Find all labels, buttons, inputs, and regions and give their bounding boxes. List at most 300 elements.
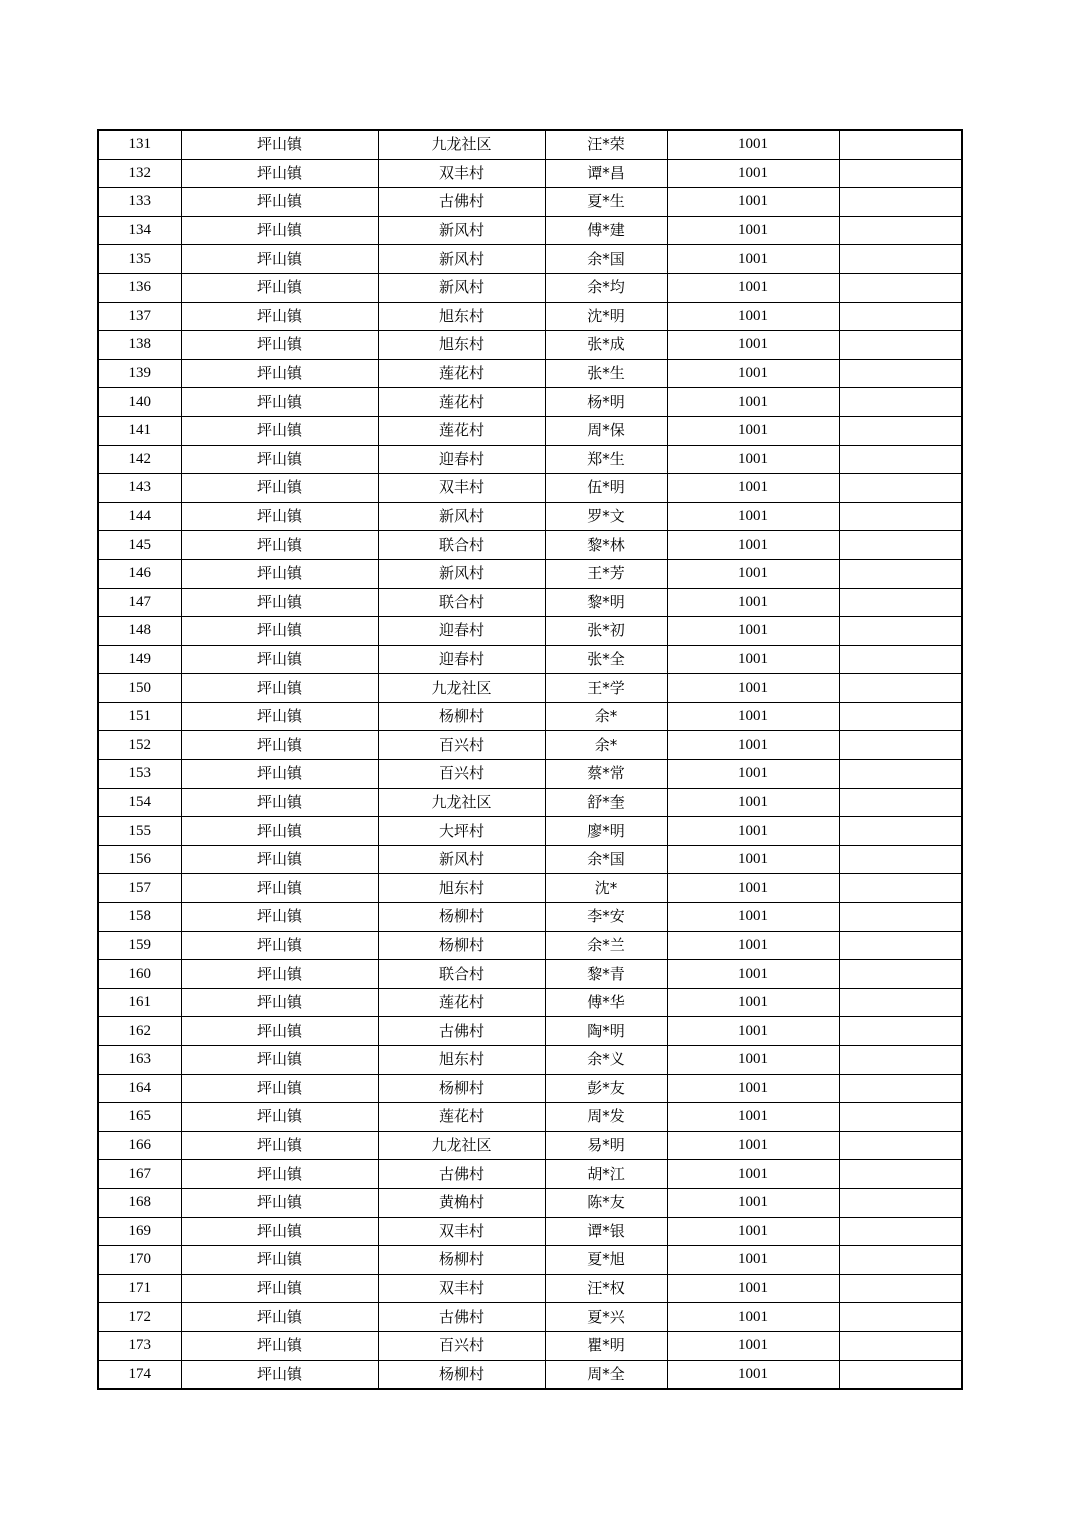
amount-cell: 1001 [667, 931, 839, 960]
table-row [98, 1360, 962, 1389]
table-row [98, 273, 962, 302]
table-row [98, 159, 962, 188]
name-cell: 夏*旭 [545, 1246, 667, 1275]
amount-cell: 1001 [667, 1131, 839, 1160]
serial-number-cell: 161 [98, 988, 181, 1017]
serial-number-cell: 159 [98, 931, 181, 960]
name-cell: 廖*明 [545, 817, 667, 846]
serial-number-cell: 152 [98, 731, 181, 760]
amount-cell: 1001 [667, 474, 839, 503]
table-row [98, 960, 962, 989]
amount-cell: 1001 [667, 216, 839, 245]
table-row [98, 731, 962, 760]
amount-cell: 1001 [667, 1274, 839, 1303]
table-row [98, 645, 962, 674]
amount-cell: 1001 [667, 1046, 839, 1075]
name-cell: 黎*明 [545, 588, 667, 617]
village-cell: 莲花村 [378, 388, 545, 417]
remark-cell [839, 559, 962, 588]
town-cell: 坪山镇 [181, 817, 378, 846]
serial-number-cell: 136 [98, 273, 181, 302]
table-row [98, 531, 962, 560]
village-cell: 古佛村 [378, 1017, 545, 1046]
town-cell: 坪山镇 [181, 674, 378, 703]
table-row [98, 702, 962, 731]
name-cell: 罗*文 [545, 502, 667, 531]
town-cell: 坪山镇 [181, 359, 378, 388]
town-cell: 坪山镇 [181, 1046, 378, 1075]
town-cell: 坪山镇 [181, 302, 378, 331]
table-row [98, 845, 962, 874]
village-cell: 迎春村 [378, 645, 545, 674]
town-cell: 坪山镇 [181, 216, 378, 245]
remark-cell [839, 1331, 962, 1360]
village-cell: 百兴村 [378, 731, 545, 760]
amount-cell: 1001 [667, 817, 839, 846]
table-row [98, 474, 962, 503]
table-row [98, 1074, 962, 1103]
table-row [98, 1103, 962, 1132]
village-cell: 杨柳村 [378, 931, 545, 960]
serial-number-cell: 165 [98, 1103, 181, 1132]
village-cell: 九龙社区 [378, 788, 545, 817]
serial-number-cell: 156 [98, 845, 181, 874]
town-cell: 坪山镇 [181, 1074, 378, 1103]
amount-cell: 1001 [667, 1246, 839, 1275]
village-cell: 迎春村 [378, 617, 545, 646]
remark-cell [839, 960, 962, 989]
serial-number-cell: 132 [98, 159, 181, 188]
serial-number-cell: 169 [98, 1217, 181, 1246]
remark-cell [839, 216, 962, 245]
table-row [98, 1046, 962, 1075]
village-cell: 莲花村 [378, 359, 545, 388]
table-row [98, 1217, 962, 1246]
village-cell: 大坪村 [378, 817, 545, 846]
name-cell: 郑*生 [545, 445, 667, 474]
remark-cell [839, 1074, 962, 1103]
town-cell: 坪山镇 [181, 645, 378, 674]
name-cell: 谭*银 [545, 1217, 667, 1246]
name-cell: 黎*林 [545, 531, 667, 560]
remark-cell [839, 988, 962, 1017]
name-cell: 余*国 [545, 245, 667, 274]
town-cell: 坪山镇 [181, 588, 378, 617]
name-cell: 沈*明 [545, 302, 667, 331]
table-row [98, 931, 962, 960]
name-cell: 李*安 [545, 903, 667, 932]
remark-cell [839, 645, 962, 674]
name-cell: 黎*青 [545, 960, 667, 989]
town-cell: 坪山镇 [181, 1103, 378, 1132]
town-cell: 坪山镇 [181, 188, 378, 217]
village-cell: 杨柳村 [378, 1074, 545, 1103]
village-cell: 杨柳村 [378, 903, 545, 932]
village-cell: 双丰村 [378, 474, 545, 503]
remark-cell [839, 1131, 962, 1160]
remark-cell [839, 245, 962, 274]
table-row [98, 331, 962, 360]
village-cell: 新风村 [378, 216, 545, 245]
table-row [98, 1303, 962, 1332]
serial-number-cell: 134 [98, 216, 181, 245]
amount-cell: 1001 [667, 960, 839, 989]
serial-number-cell: 138 [98, 331, 181, 360]
remark-cell [839, 359, 962, 388]
remark-cell [839, 674, 962, 703]
remark-cell [839, 1160, 962, 1189]
town-cell: 坪山镇 [181, 960, 378, 989]
amount-cell: 1001 [667, 445, 839, 474]
remark-cell [839, 188, 962, 217]
amount-cell: 1001 [667, 645, 839, 674]
village-cell: 旭东村 [378, 302, 545, 331]
name-cell: 陈*友 [545, 1188, 667, 1217]
name-cell: 易*明 [545, 1131, 667, 1160]
serial-number-cell: 143 [98, 474, 181, 503]
village-cell: 旭东村 [378, 331, 545, 360]
remark-cell [839, 702, 962, 731]
town-cell: 坪山镇 [181, 931, 378, 960]
village-cell: 杨柳村 [378, 1360, 545, 1389]
remark-cell [839, 931, 962, 960]
name-cell: 余*兰 [545, 931, 667, 960]
name-cell: 蔡*常 [545, 760, 667, 789]
town-cell: 坪山镇 [181, 245, 378, 274]
table-row [98, 445, 962, 474]
village-cell: 杨柳村 [378, 702, 545, 731]
amount-cell: 1001 [667, 903, 839, 932]
remark-cell [839, 1217, 962, 1246]
village-cell: 新风村 [378, 245, 545, 274]
amount-cell: 1001 [667, 988, 839, 1017]
serial-number-cell: 140 [98, 388, 181, 417]
remark-cell [839, 1246, 962, 1275]
remark-cell [839, 531, 962, 560]
serial-number-cell: 168 [98, 1188, 181, 1217]
town-cell: 坪山镇 [181, 273, 378, 302]
amount-cell: 1001 [667, 273, 839, 302]
table-row [98, 188, 962, 217]
name-cell: 周*全 [545, 1360, 667, 1389]
name-cell: 胡*江 [545, 1160, 667, 1189]
village-cell: 新风村 [378, 559, 545, 588]
name-cell: 余*均 [545, 273, 667, 302]
table-row [98, 760, 962, 789]
table-row [98, 874, 962, 903]
serial-number-cell: 171 [98, 1274, 181, 1303]
serial-number-cell: 135 [98, 245, 181, 274]
amount-cell: 1001 [667, 388, 839, 417]
name-cell: 王*学 [545, 674, 667, 703]
table-row [98, 1160, 962, 1189]
table-row [98, 416, 962, 445]
amount-cell: 1001 [667, 874, 839, 903]
remark-cell [839, 817, 962, 846]
amount-cell: 1001 [667, 1017, 839, 1046]
village-cell: 杨柳村 [378, 1246, 545, 1275]
remark-cell [839, 502, 962, 531]
town-cell: 坪山镇 [181, 988, 378, 1017]
name-cell: 王*芳 [545, 559, 667, 588]
amount-cell: 1001 [667, 1217, 839, 1246]
name-cell: 夏*生 [545, 188, 667, 217]
town-cell: 坪山镇 [181, 702, 378, 731]
name-cell: 伍*明 [545, 474, 667, 503]
table-row [98, 302, 962, 331]
amount-cell: 1001 [667, 1074, 839, 1103]
village-cell: 联合村 [378, 588, 545, 617]
amount-cell: 1001 [667, 502, 839, 531]
name-cell: 彭*友 [545, 1074, 667, 1103]
name-cell: 汪*权 [545, 1274, 667, 1303]
table-row [98, 502, 962, 531]
name-cell: 傅*建 [545, 216, 667, 245]
village-cell: 莲花村 [378, 988, 545, 1017]
amount-cell: 1001 [667, 731, 839, 760]
serial-number-cell: 158 [98, 903, 181, 932]
table-row [98, 903, 962, 932]
town-cell: 坪山镇 [181, 760, 378, 789]
amount-cell: 1001 [667, 702, 839, 731]
serial-number-cell: 163 [98, 1046, 181, 1075]
town-cell: 坪山镇 [181, 502, 378, 531]
town-cell: 坪山镇 [181, 1331, 378, 1360]
remark-cell [839, 874, 962, 903]
amount-cell: 1001 [667, 531, 839, 560]
remark-cell [839, 130, 962, 159]
table-row [98, 788, 962, 817]
remark-cell [839, 1188, 962, 1217]
remark-cell [839, 1046, 962, 1075]
town-cell: 坪山镇 [181, 1274, 378, 1303]
remark-cell [839, 159, 962, 188]
serial-number-cell: 139 [98, 359, 181, 388]
amount-cell: 1001 [667, 760, 839, 789]
serial-number-cell: 141 [98, 416, 181, 445]
serial-number-cell: 170 [98, 1246, 181, 1275]
amount-cell: 1001 [667, 559, 839, 588]
name-cell: 陶*明 [545, 1017, 667, 1046]
town-cell: 坪山镇 [181, 331, 378, 360]
village-cell: 旭东村 [378, 874, 545, 903]
amount-cell: 1001 [667, 416, 839, 445]
table-row [98, 674, 962, 703]
amount-cell: 1001 [667, 1103, 839, 1132]
remark-cell [839, 588, 962, 617]
table-row [98, 1131, 962, 1160]
name-cell: 周*保 [545, 416, 667, 445]
serial-number-cell: 144 [98, 502, 181, 531]
amount-cell: 1001 [667, 674, 839, 703]
serial-number-cell: 174 [98, 1360, 181, 1389]
village-cell: 莲花村 [378, 416, 545, 445]
table-row [98, 817, 962, 846]
village-cell: 九龙社区 [378, 130, 545, 159]
amount-cell: 1001 [667, 245, 839, 274]
town-cell: 坪山镇 [181, 1017, 378, 1046]
serial-number-cell: 148 [98, 617, 181, 646]
table-row [98, 388, 962, 417]
table-row [98, 1274, 962, 1303]
amount-cell: 1001 [667, 588, 839, 617]
amount-cell: 1001 [667, 302, 839, 331]
name-cell: 傅*华 [545, 988, 667, 1017]
town-cell: 坪山镇 [181, 1303, 378, 1332]
serial-number-cell: 160 [98, 960, 181, 989]
serial-number-cell: 147 [98, 588, 181, 617]
village-cell: 双丰村 [378, 1217, 545, 1246]
serial-number-cell: 173 [98, 1331, 181, 1360]
amount-cell: 1001 [667, 617, 839, 646]
name-cell: 谭*昌 [545, 159, 667, 188]
village-cell: 双丰村 [378, 1274, 545, 1303]
remark-cell [839, 1017, 962, 1046]
table-row [98, 588, 962, 617]
village-cell: 古佛村 [378, 1160, 545, 1189]
village-cell: 迎春村 [378, 445, 545, 474]
remark-cell [839, 788, 962, 817]
serial-number-cell: 151 [98, 702, 181, 731]
village-cell: 双丰村 [378, 159, 545, 188]
amount-cell: 1001 [667, 130, 839, 159]
name-cell: 余* [545, 731, 667, 760]
village-cell: 新风村 [378, 502, 545, 531]
village-cell: 百兴村 [378, 760, 545, 789]
town-cell: 坪山镇 [181, 1246, 378, 1275]
name-cell: 余*义 [545, 1046, 667, 1075]
table-row [98, 359, 962, 388]
town-cell: 坪山镇 [181, 903, 378, 932]
serial-number-cell: 154 [98, 788, 181, 817]
table-row [98, 245, 962, 274]
town-cell: 坪山镇 [181, 445, 378, 474]
serial-number-cell: 131 [98, 130, 181, 159]
remark-cell [839, 302, 962, 331]
name-cell: 舒*奎 [545, 788, 667, 817]
table-row [98, 216, 962, 245]
table-row [98, 988, 962, 1017]
name-cell: 张*全 [545, 645, 667, 674]
amount-cell: 1001 [667, 788, 839, 817]
town-cell: 坪山镇 [181, 1360, 378, 1389]
remark-cell [839, 331, 962, 360]
remark-cell [839, 388, 962, 417]
name-cell: 余*国 [545, 845, 667, 874]
village-cell: 莲花村 [378, 1103, 545, 1132]
town-cell: 坪山镇 [181, 416, 378, 445]
amount-cell: 1001 [667, 359, 839, 388]
town-cell: 坪山镇 [181, 1217, 378, 1246]
serial-number-cell: 150 [98, 674, 181, 703]
table-row [98, 1246, 962, 1275]
village-cell: 联合村 [378, 531, 545, 560]
remark-cell [839, 731, 962, 760]
serial-number-cell: 149 [98, 645, 181, 674]
serial-number-cell: 145 [98, 531, 181, 560]
serial-number-cell: 142 [98, 445, 181, 474]
town-cell: 坪山镇 [181, 845, 378, 874]
table-body [98, 130, 962, 1389]
remark-cell [839, 617, 962, 646]
remark-cell [839, 1303, 962, 1332]
table-row [98, 130, 962, 159]
amount-cell: 1001 [667, 1303, 839, 1332]
serial-number-cell: 133 [98, 188, 181, 217]
amount-cell: 1001 [667, 845, 839, 874]
village-cell: 古佛村 [378, 1303, 545, 1332]
name-cell: 张*成 [545, 331, 667, 360]
serial-number-cell: 162 [98, 1017, 181, 1046]
amount-cell: 1001 [667, 159, 839, 188]
remark-cell [839, 1360, 962, 1389]
amount-cell: 1001 [667, 1331, 839, 1360]
table-row [98, 1331, 962, 1360]
roster-table [97, 129, 963, 1390]
amount-cell: 1001 [667, 331, 839, 360]
remark-cell [839, 445, 962, 474]
village-cell: 九龙社区 [378, 674, 545, 703]
serial-number-cell: 172 [98, 1303, 181, 1332]
town-cell: 坪山镇 [181, 617, 378, 646]
town-cell: 坪山镇 [181, 531, 378, 560]
name-cell: 余* [545, 702, 667, 731]
remark-cell [839, 474, 962, 503]
table-row [98, 1017, 962, 1046]
remark-cell [839, 1103, 962, 1132]
town-cell: 坪山镇 [181, 559, 378, 588]
village-cell: 新风村 [378, 273, 545, 302]
village-cell: 黄桷村 [378, 1188, 545, 1217]
remark-cell [839, 1274, 962, 1303]
serial-number-cell: 137 [98, 302, 181, 331]
serial-number-cell: 167 [98, 1160, 181, 1189]
village-cell: 旭东村 [378, 1046, 545, 1075]
town-cell: 坪山镇 [181, 130, 378, 159]
serial-number-cell: 164 [98, 1074, 181, 1103]
village-cell: 联合村 [378, 960, 545, 989]
name-cell: 张*初 [545, 617, 667, 646]
name-cell: 杨*明 [545, 388, 667, 417]
town-cell: 坪山镇 [181, 1131, 378, 1160]
village-cell: 古佛村 [378, 188, 545, 217]
remark-cell [839, 416, 962, 445]
amount-cell: 1001 [667, 1160, 839, 1189]
remark-cell [839, 845, 962, 874]
serial-number-cell: 146 [98, 559, 181, 588]
amount-cell: 1001 [667, 188, 839, 217]
town-cell: 坪山镇 [181, 474, 378, 503]
table-row [98, 617, 962, 646]
serial-number-cell: 153 [98, 760, 181, 789]
name-cell: 周*发 [545, 1103, 667, 1132]
table-row [98, 559, 962, 588]
town-cell: 坪山镇 [181, 388, 378, 417]
table-row [98, 1188, 962, 1217]
village-cell: 百兴村 [378, 1331, 545, 1360]
serial-number-cell: 166 [98, 1131, 181, 1160]
remark-cell [839, 273, 962, 302]
remark-cell [839, 903, 962, 932]
village-cell: 九龙社区 [378, 1131, 545, 1160]
amount-cell: 1001 [667, 1188, 839, 1217]
town-cell: 坪山镇 [181, 1188, 378, 1217]
serial-number-cell: 157 [98, 874, 181, 903]
name-cell: 瞿*明 [545, 1331, 667, 1360]
name-cell: 张*生 [545, 359, 667, 388]
name-cell: 夏*兴 [545, 1303, 667, 1332]
town-cell: 坪山镇 [181, 788, 378, 817]
